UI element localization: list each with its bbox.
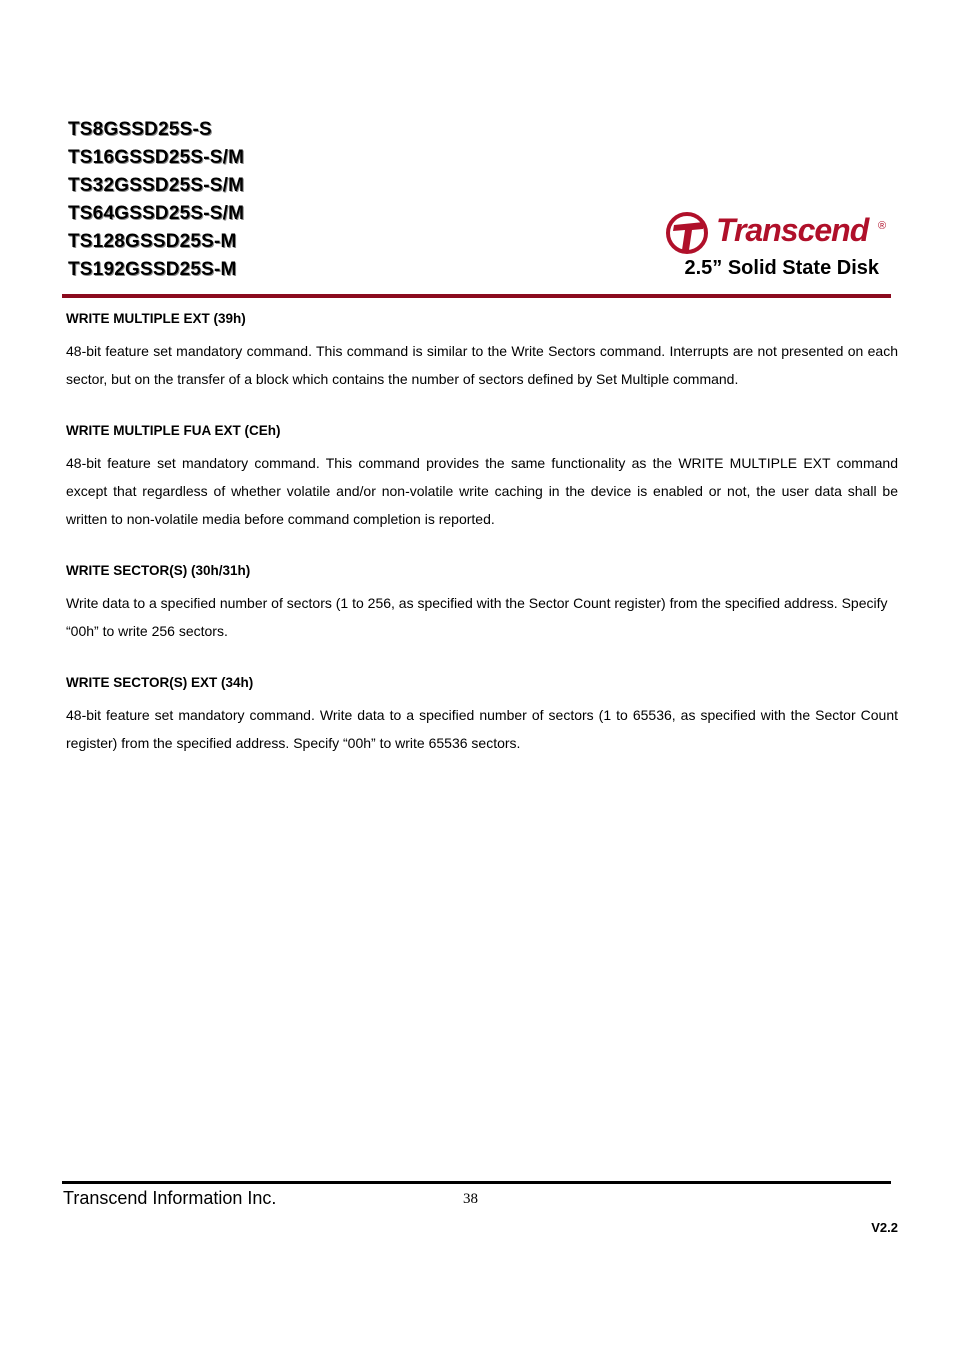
section-heading: WRITE MULTIPLE FUA EXT (CEh)	[66, 423, 281, 438]
section-body: Write data to a specified number of sectors (1 to 256, as specified with the Sector Count register) from the specified address. Specify “00h” to write 256 sectors.	[66, 595, 888, 639]
command-section	[66, 673, 898, 757]
section-heading: WRITE SECTOR(S) EXT (34h)	[66, 675, 254, 690]
main-content	[66, 309, 898, 785]
section-body: 48-bit feature set mandatory command. This command is similar to the Write Sectors command. Interrupts are not presented on each sector, but on the transfer of a block which contains the number of sectors defined by Set Multiple command.	[66, 343, 898, 387]
section-heading: WRITE MULTIPLE EXT (39h)	[66, 311, 246, 326]
transcend-logo-mark-icon	[664, 210, 712, 256]
model-name: TS128GSSD25S-M	[68, 231, 237, 252]
model-list	[68, 116, 244, 284]
document-version: V2.2	[871, 1220, 898, 1235]
command-section	[66, 421, 898, 533]
model-name: TS192GSSD25S-M	[68, 259, 237, 280]
command-section	[66, 561, 898, 645]
section-body: 48-bit feature set mandatory command. Write data to a specified number of sectors (1 to 65536, as specified with the Sector Count register) from the specified address. Specify “00h” to write 65536 sectors.	[66, 707, 898, 751]
footer-company: Transcend Information Inc.	[63, 1188, 277, 1208]
footer-divider	[62, 1181, 891, 1184]
brand-wordmark: Transcend	[716, 212, 869, 248]
section-heading: WRITE SECTOR(S) (30h/31h)	[66, 563, 251, 578]
model-name: TS32GSSD25S-S/M	[68, 175, 245, 196]
page-number: 38	[463, 1191, 478, 1207]
header-divider	[62, 294, 891, 298]
transcend-logo	[664, 210, 894, 258]
model-name: TS8GSSD25S-S	[68, 119, 212, 140]
command-section	[66, 309, 898, 393]
section-body: 48-bit feature set mandatory command. This command provides the same functionality as the WRITE MULTIPLE EXT command except that regardless of whether volatile and/or non-volatile write caching in the device is enabled or not, the user data shall be written to non-volatile media before command completion is reported.	[66, 455, 898, 527]
model-name: TS64GSSD25S-S/M	[68, 203, 245, 224]
registered-mark: ®	[878, 220, 887, 232]
model-name: TS16GSSD25S-S/M	[68, 147, 245, 168]
document-subtitle: 2.5” Solid State Disk	[684, 257, 879, 279]
